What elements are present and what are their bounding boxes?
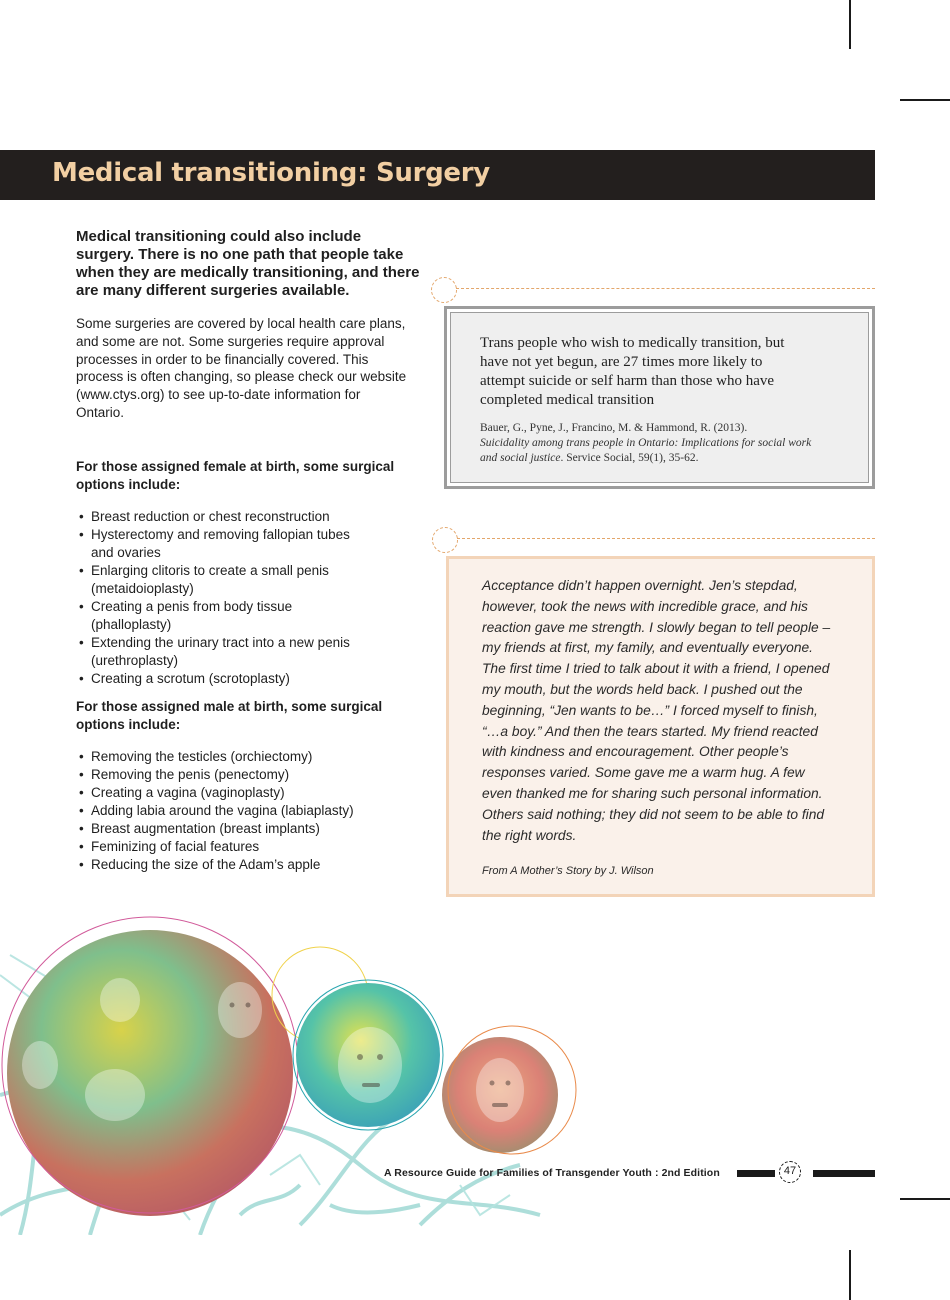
crop-mark-top [849,0,851,49]
dashed-divider [457,538,875,539]
title-bar [0,150,875,200]
quote-callout [446,556,875,897]
female-heading: For those assigned female at birth, some surgical options include: [76,459,395,492]
list-item: • Extending the urinary tract into a new penis (urethroplasty) [76,634,366,670]
list-item: • Hysterectomy and removing fallopian tubes and ovaries [76,526,366,562]
lead-paragraph: Medical transitioning could also include surgery. There is no one path that people take when they are medically transitioning, and there are many different surgeries available. [76,228,420,299]
male-options-list [76,748,406,874]
list-item: • Breast augmentation (breast implants) [76,820,406,838]
crop-mark-right-top [900,99,950,101]
quote-text: Acceptance didn’t happen overnight. Jen’s stepdad, however, took the news with incredible grace, and his reaction gave me strength. I slowly began to tell people – my friends at first, my family, and eventually everyone. The first time I tried to talk about it with a friend, I opened my mouth, but the words held back. I pushed out the beginning, “Jen wants to be…” I forced myself to finish, “…a boy.” And then the tears started. My friend reacted with kindness and encouragement. Other people’s responses varied. Some gave me a warm hug. A few even thanked me for sharing such personal information. Others said nothing; they did not seem to be able to find the right words. [482,578,831,843]
list-item: • Adding labia around the vagina (labiaplasty) [76,802,406,820]
list-item: • Removing the penis (penectomy) [76,766,406,784]
quote-source: From A Mother’s Story by J. Wilson [482,865,654,877]
list-item: • Enlarging clitoris to create a small penis (metaidoioplasty) [76,562,366,598]
list-item: • Breast reduction or chest reconstruction [76,508,366,526]
statistic-callout [444,306,875,489]
female-options-list [76,508,366,688]
decorative-portrait-artwork [0,915,600,1235]
statistic-citation [480,421,830,466]
footer-bar-left [737,1170,775,1177]
footer-title: A Resource Guide for Families of Transgender Youth : 2nd Edition [384,1167,720,1179]
coverage-paragraph: Some surgeries are covered by local health care plans, and some are not. Some surgeries require approval processes in order to be financially covered. This process is often changing, so please check our website (www.ctys.org) to see up-to-date information for Ontario. [76,316,407,420]
male-heading: For those assigned male at birth, some surgical options include: [76,699,383,732]
dashed-divider [456,288,875,289]
list-item: • Creating a penis from body tissue (phalloplasty) [76,598,366,634]
page-number: 47 [779,1161,801,1183]
citation-title: Suicidality among trans people in Ontario: Implications for social work and social justice [480,437,812,464]
dashed-circle-ornament [432,527,458,553]
list-item: • Feminizing of facial features [76,838,406,856]
list-item: • Creating a vagina (vaginoplasty) [76,784,406,802]
crop-mark-bottom [849,1250,851,1300]
list-item: • Creating a scrotum (scrotoplasty) [76,670,366,688]
statistic-text: Trans people who wish to medically transition, but have not yet begun, are 27 times more likely to attempt suicide or self harm than those who have completed medical transition [480,335,785,408]
list-item: • Reducing the size of the Adam’s apple [76,856,406,874]
citation-authors: Bauer, G., Pyne, J., Francino, M. & Hammond, R. (2013). [480,422,748,434]
citation-source: . Service Social, 59(1), 35-62. [560,452,699,464]
crop-mark-right-bottom [900,1198,950,1200]
page-title: Medical transitioning: Surgery [52,158,490,188]
dashed-circle-ornament [431,277,457,303]
list-item: • Removing the testicles (orchiectomy) [76,748,406,766]
footer-bar-right [813,1170,875,1177]
statistic-callout-inner [450,312,869,483]
